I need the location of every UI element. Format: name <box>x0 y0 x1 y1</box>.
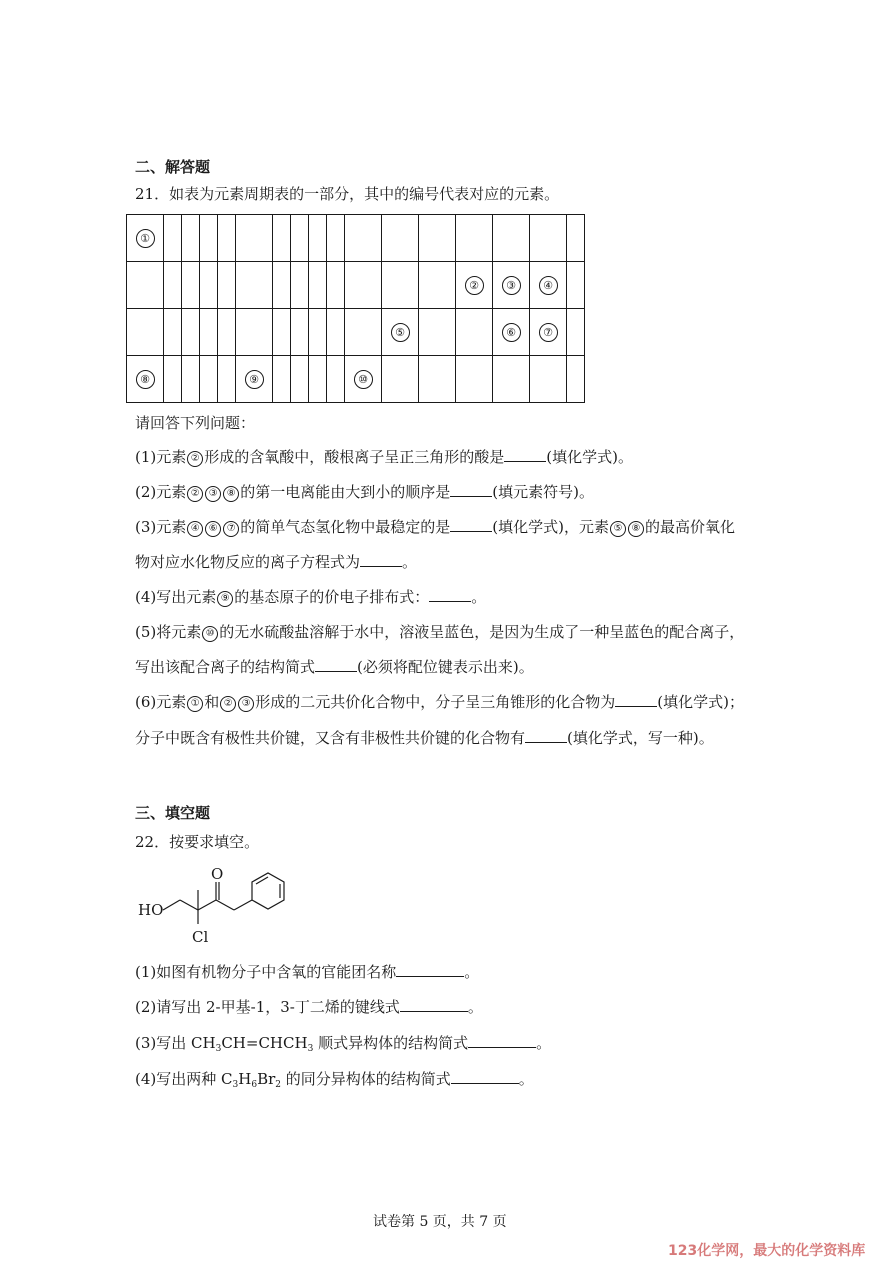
question-22-3: (3)写出 $CH_3CH=CHCH_3$ 顺式异构体的结构简式 。 <box>135 1034 552 1054</box>
element-mark: ⑦ <box>539 323 558 342</box>
question-21-6b: 分子中既含有极性共价键，又含有非极性共价键的化合物有 (填化学式，写一种)。 <box>135 729 714 747</box>
watermark: 123化学网，最大的化学资料库 <box>668 1243 866 1259</box>
question-21-1: (1)元素 ② 形成的含氧酸中，酸根离子呈正三角形的酸是 (填化学式)。 <box>135 448 633 466</box>
question-21-intro: 21．如表为元素周期表的一部分，其中的编号代表对应的元素。 <box>135 185 560 203</box>
o-label: O <box>211 865 224 883</box>
answer-blank[interactable] <box>429 587 471 602</box>
question-21-5a: (5)将元素 ⑩ 的无水硫酸盐溶解于水中，溶液呈蓝色，是因为生成了一种呈蓝色的配合离子， <box>135 623 745 641</box>
answer-blank[interactable] <box>450 517 492 532</box>
element-mark: ② <box>465 276 484 295</box>
question-21-6a: (6)元素 ① 和 ② ③ 形成的二元共价化合物中，分子呈三角锥形的化合物为 (填化学式)； <box>135 693 744 711</box>
cl-label: Cl <box>192 928 209 946</box>
answer-blank[interactable] <box>396 962 464 977</box>
page-footer: 试卷第 5 页，共 7 页 <box>373 1214 507 1230</box>
table-row <box>127 262 585 309</box>
molecule-structure <box>130 860 300 950</box>
question-21-2: (2)元素 ② ③ ⑧ 的第一电离能由大到小的顺序是 (填元素符号)。 <box>135 483 594 501</box>
answer-blank[interactable] <box>360 552 402 567</box>
question-22-intro: 22．按要求填空。 <box>135 833 260 851</box>
element-mark: ⑧ <box>136 370 155 389</box>
element-mark: ① <box>136 229 155 248</box>
element-mark: ③ <box>502 276 521 295</box>
answer-blank[interactable] <box>400 997 468 1012</box>
question-22-2: (2)请写出 2-甲基-1，3-丁二烯的键线式 。 <box>135 998 483 1016</box>
periodic-table <box>126 214 585 403</box>
answer-blank[interactable] <box>615 692 657 707</box>
section-title-answer: 二、解答题 <box>135 158 211 176</box>
element-mark: ⑤ <box>391 323 410 342</box>
element-mark: ④ <box>539 276 558 295</box>
question-21-3b: 物对应水化物反应的离子方程式为 。 <box>135 553 418 571</box>
element-mark: ⑨ <box>245 370 264 389</box>
answer-blank[interactable] <box>451 1069 519 1084</box>
question-21-3a: (3)元素 ④ ⑥ ⑦ 的简单气态氢化物中最稳定的是 (填化学式)，元素 ⑤ ⑧ 的最高价氧化 <box>135 518 735 536</box>
answer-blank[interactable] <box>450 482 492 497</box>
answer-blank[interactable] <box>315 657 357 672</box>
answer-blank[interactable] <box>468 1033 536 1048</box>
question-22-1: (1)如图有机物分子中含氧的官能团名称 。 <box>135 963 480 981</box>
question-21-4: (4)写出元素 ⑨ 的基态原子的价电子排布式： 。 <box>135 588 487 606</box>
table-row <box>127 356 585 403</box>
table-row <box>127 215 585 262</box>
table-row <box>127 309 585 356</box>
section-title-fill: 三、填空题 <box>135 804 211 822</box>
question-22-4: (4)写出两种 $C_3H_6Br_2$ 的同分异构体的结构简式 。 <box>135 1070 534 1090</box>
answer-blank[interactable] <box>504 447 546 462</box>
question-21-5b: 写出该配合离子的结构简式 (必须将配位键表示出来)。 <box>135 658 534 676</box>
answer-prompt: 请回答下列问题： <box>135 414 256 432</box>
answer-blank[interactable] <box>525 728 567 743</box>
element-mark: ⑩ <box>354 370 373 389</box>
element-mark: ⑥ <box>502 323 521 342</box>
ho-label: HO <box>138 901 164 919</box>
